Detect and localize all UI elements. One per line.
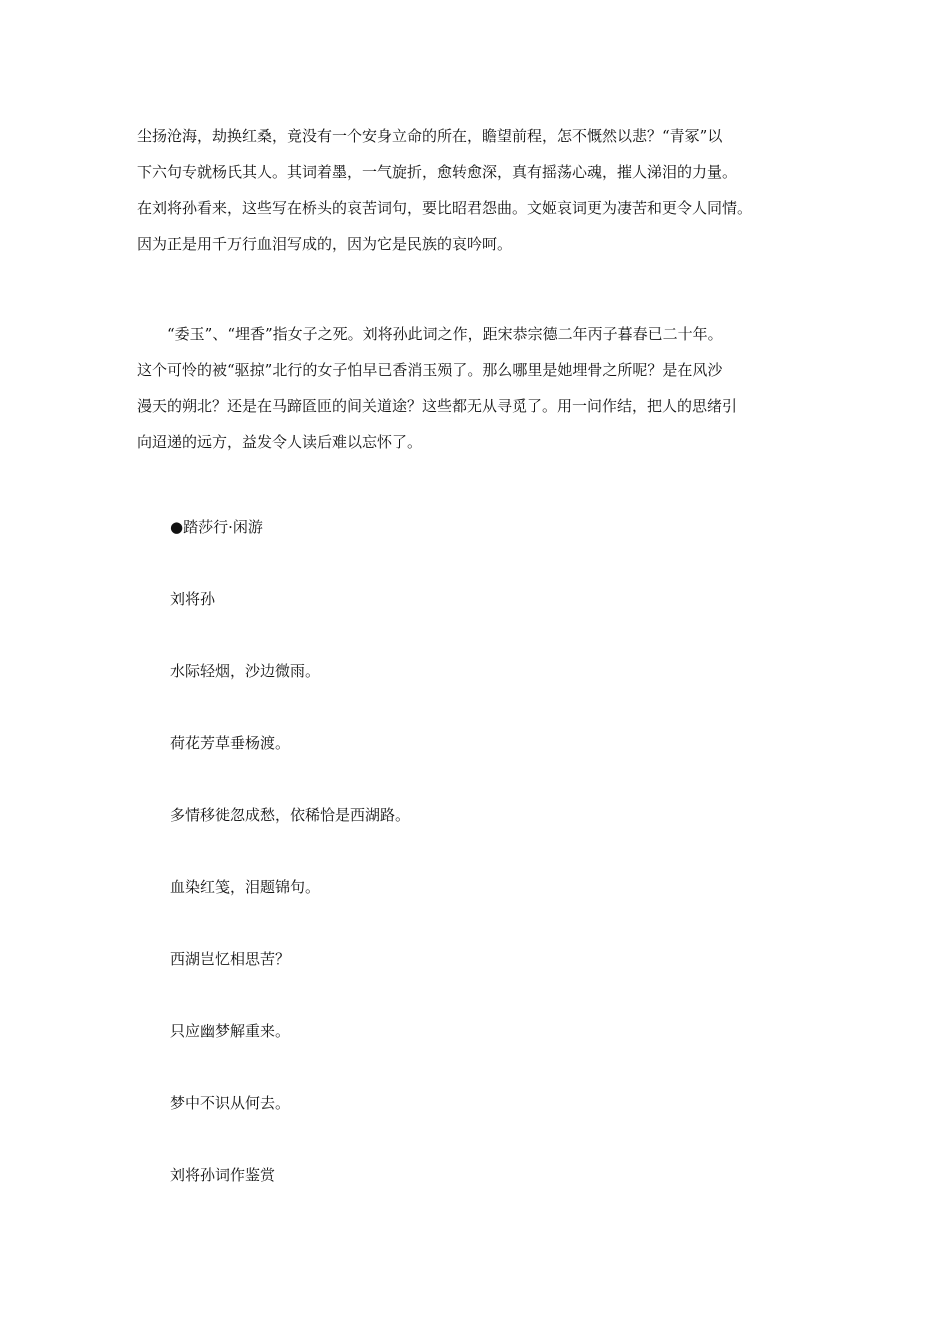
paragraph-line: 这个可怜的被“驱掠”北行的女子怕早已香消玉殒了。那么哪里是她埋骨之所呢？是在风沙 <box>137 361 723 379</box>
paragraph-line: 漫天的朔北？还是在马蹄匼匝的间关道途？这些都无从寻觅了。用一问作结，把人的思绪引 <box>137 397 738 415</box>
poem-line: 西湖岂忆相思苦？ <box>170 950 291 968</box>
poem-line: 只应幽梦解重来。 <box>170 1022 291 1040</box>
poem-line: 水际轻烟，沙边微雨。 <box>170 662 321 680</box>
paragraph-line: 下六句专就杨氏其人。其词着墨，一气旋折，愈转愈深，真有摇荡心魂，摧人涕泪的力量。 <box>137 163 738 181</box>
paragraph-line: 尘扬沧海，劫换红桑，竟没有一个安身立命的所在，瞻望前程，怎不慨然以悲？“青冢”以 <box>137 127 723 145</box>
poem-line: 梦中不识从何去。 <box>170 1094 291 1112</box>
paragraph-line: 在刘将孙看来，这些写在桥头的哀苦词句，要比昭君怨曲。文姬哀词更为凄苦和更令人同情。 <box>137 199 753 217</box>
poem-heading: ●踏莎行·闲游 <box>170 518 263 536</box>
paragraph-line: 因为正是用千万行血泪写成的，因为它是民族的哀吟呵。 <box>137 235 513 253</box>
paragraph-2 <box>137 316 817 460</box>
poem-line: 多情移徙忽成愁，依稀恰是西湖路。 <box>170 806 411 824</box>
poem-line: 血染红笺，泪题锦句。 <box>170 878 321 896</box>
poem-author: 刘将孙 <box>170 590 216 608</box>
paragraph-line: “委玉”、“埋香”指女子之死。刘将孙此词之作，距宋恭宗德二年丙子暮春已二十年。 <box>137 325 723 343</box>
poem-line: 荷花芳草垂杨渡。 <box>170 734 291 752</box>
paragraph-1 <box>137 118 817 262</box>
paragraph-line: 向迢递的远方，益发令人读后难以忘怀了。 <box>137 433 423 451</box>
poem-footer: 刘将孙词作鉴赏 <box>170 1166 276 1184</box>
